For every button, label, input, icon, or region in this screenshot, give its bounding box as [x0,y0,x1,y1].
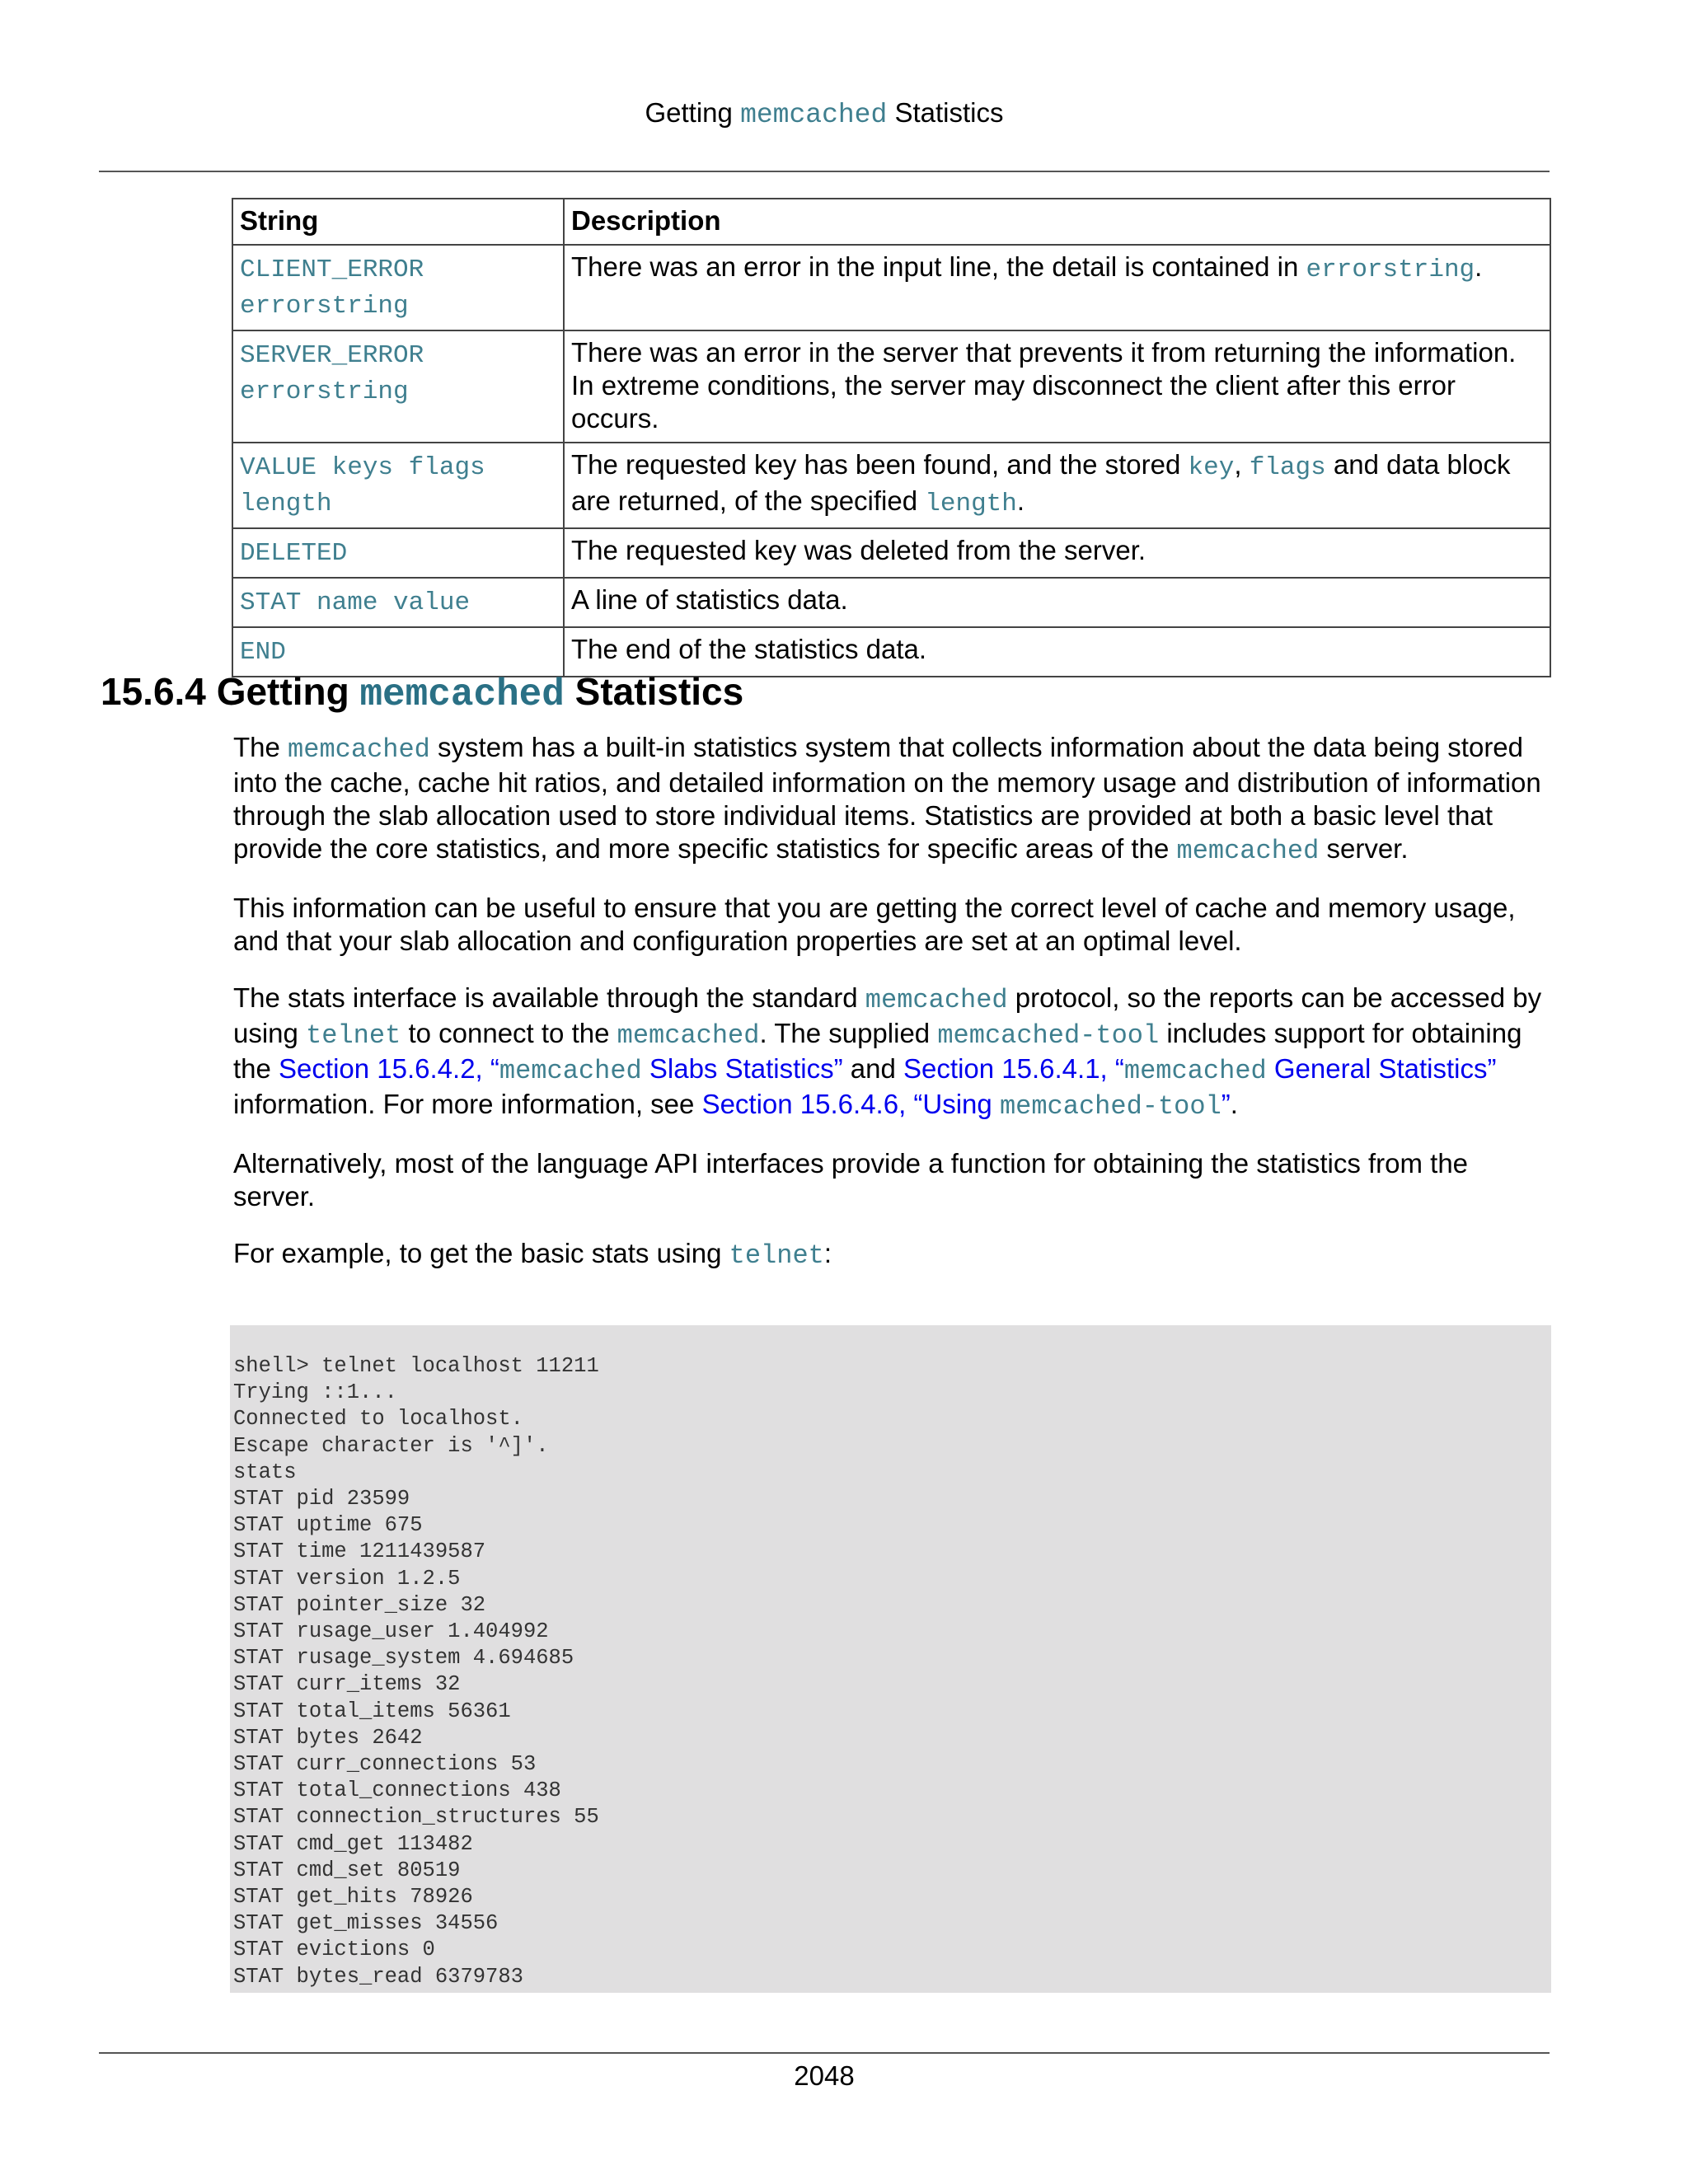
running-header-prefix: Getting [645,97,741,128]
text-run: server. [1319,833,1409,864]
telnet-code-block: shell> telnet localhost 11211 Trying ::1... Connected to localhost. Escape character is '^]'. stats STAT pid 23599 STAT uptime 675 STAT time 1211439587 STAT version 1.2.5 STAT pointer_size 32 STAT rusage_user 1.404992 STAT rusage_system 4.694685 STAT curr_items 32 STAT total_items 56361 STAT bytes 2642 STAT curr_connections 53 STAT total_connections 438 STAT connection_structures 55 STAT cmd_get 113482 STAT cmd_set 80519 STAT get_hits 78926 STAT get_misses 34556 STAT evictions 0 STAT bytes_read 6379783 [230,1325,1551,1993]
text-run: : [823,1238,832,1268]
table-row [232,528,1550,578]
response-string-cell [232,578,564,627]
response-string-cell [232,330,564,443]
text-run: and [842,1053,904,1084]
text-run: There was an error in the input line, the detail is contained in [571,251,1306,282]
text-run: There was an error in the server that prevents it from returning the information. In extreme conditions, the server may disconnect the client after this error occurs. [571,337,1517,434]
response-string-line: errorstring [240,377,409,406]
body-paragraph [233,731,1552,868]
description-cell [564,528,1550,578]
description-cell [564,443,1550,528]
response-string-line: STAT name value [240,588,471,617]
text-run: includes support for obtaining the [233,1018,1522,1084]
inline-code: flags [1249,453,1326,482]
text-run: For example, to get the basic stats using [233,1238,729,1268]
text-run: This information can be useful to ensure that you are getting the correct level of cache and memory usage, and that your slab allocation and configuration properties are set at an optimal level. [233,893,1516,956]
text-run: The requested key was deleted from the server. [571,535,1146,565]
text-run: The stats interface is available through the standard [233,982,865,1013]
cross-reference-link[interactable] [279,1053,843,1084]
text-run: A line of statistics data. [571,584,848,615]
section-body [233,731,1552,1296]
table-header-row [232,199,1550,245]
cross-reference-link[interactable] [701,1089,1231,1122]
inline-code: memcached [865,985,1008,1015]
text-run: . [1016,485,1025,516]
inline-code: length [925,490,1017,518]
running-header [0,97,1648,130]
response-string-line: END [240,638,286,667]
text-run: Alternatively, most of the language API interfaces provide a function for obtaining the statistics from the server. [233,1148,1469,1212]
section-number: 15.6.4 [101,670,206,713]
inline-code: telnet [729,1240,824,1271]
table-row [232,245,1550,330]
response-string-line: SERVER_ERROR [240,341,424,370]
column-header-string: String [232,199,564,245]
text-run: The end of the statistics data. [571,634,927,664]
inline-code: memcached [617,1020,760,1051]
response-string-line: CLIENT_ERROR [240,255,424,284]
inline-code: key [1188,453,1235,482]
page-number: 2048 [794,2060,855,2091]
section-title-suffix: Statistics [564,670,744,713]
section-title-code: memcached [359,673,565,716]
running-header-suffix: Statistics [887,97,1004,128]
table-row [232,578,1550,627]
text-run: The requested key has been found, and the stored [571,449,1189,480]
inline-code: memcached [1176,836,1320,866]
response-string-cell [232,245,564,330]
cross-reference-link[interactable] [903,1053,1496,1084]
text-run: ” [1221,1089,1231,1119]
column-header-description: Description [564,199,1550,245]
body-paragraph [233,1237,1552,1272]
response-string-line: DELETED [240,539,348,568]
text-run: Section 15.6.4.6, “Using [701,1089,1000,1119]
inline-code: memcached [1123,1056,1267,1086]
inline-code: memcached [499,1056,642,1086]
inline-code: errorstring [1306,255,1475,284]
text-run: to connect to the [401,1018,617,1048]
response-string-cell [232,528,564,578]
text-run: , [1234,449,1250,480]
description-cell [564,330,1550,443]
text-run: General Statistics” [1266,1053,1497,1084]
response-string-line: VALUE keys flags [240,453,485,482]
description-cell [564,578,1550,627]
body-paragraph [233,892,1552,958]
section-title-prefix: Getting [216,670,360,713]
inline-code: memcached [288,734,430,765]
description-cell [564,245,1550,330]
text-run: protocol, so the reports can be accessed by using [233,982,1542,1048]
running-header-code: memcached [740,100,888,130]
body-paragraph [233,1147,1552,1213]
table-row [232,330,1550,443]
header-rule [99,171,1550,172]
footer-rule [99,2052,1550,2054]
table-body [232,245,1550,677]
inline-code: telnet [306,1020,401,1051]
text-run: system has a built-in statistics system that collects information about the data being stored into the cache, cache hit ratios, and detailed information on the memory usage and distribution of information through the slab allocation used to store individual items. Statistics are provided at both a basic level that provide the core statistics, and more specific statistics for specific areas of the [233,732,1541,864]
text-run: . The supplied [759,1018,938,1048]
response-strings-table [232,198,1551,677]
text-run: . [1230,1089,1238,1119]
response-string-line: errorstring [240,292,409,321]
text-run: The [233,732,288,762]
text-run: . [1475,251,1483,282]
text-run: Section 15.6.4.1, “ [903,1053,1124,1084]
inline-code: memcached-tool [999,1091,1221,1122]
text-run: information. For more information, see [233,1089,702,1119]
response-string-line: length [240,490,332,518]
text-run: Slabs Statistics” [641,1053,843,1084]
inline-code: memcached-tool [937,1020,1160,1051]
section-heading [101,669,743,716]
table-row [232,443,1550,528]
response-string-cell [232,443,564,528]
body-paragraph [233,982,1552,1123]
text-run: and data block are returned, of the specified [571,449,1511,516]
text-run: Section 15.6.4.2, “ [279,1053,499,1084]
